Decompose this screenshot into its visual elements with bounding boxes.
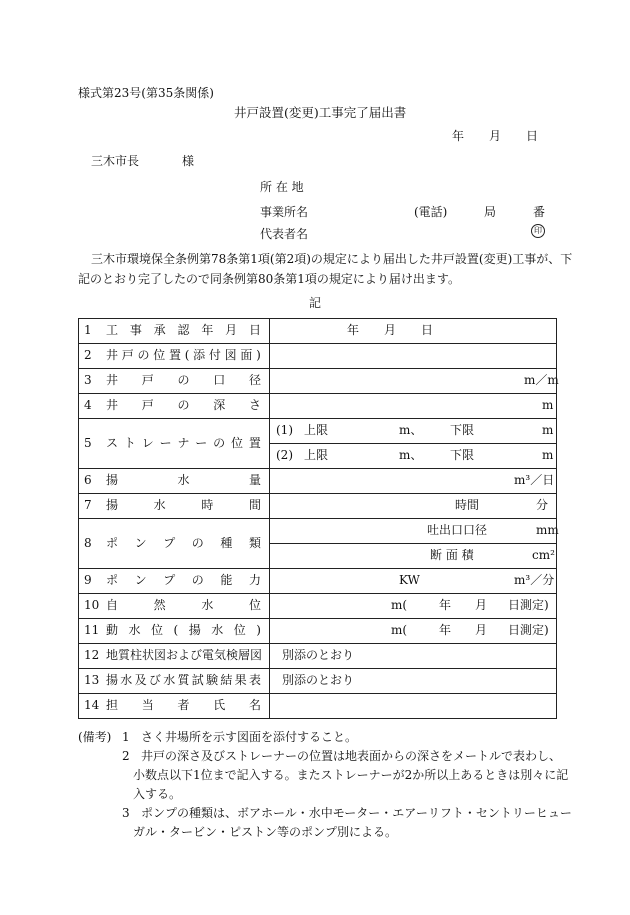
addressee-honorific: 様 [182, 154, 195, 168]
row-number: 10 [84, 598, 100, 612]
row-label: 揚 水 及 び 水 質 試 験 結 果 表 [106, 673, 261, 687]
note-number: 3 [122, 806, 130, 820]
row-label: 井 戸 の 位 置 ( 添 付 図 面 ) [106, 348, 261, 362]
addressee-name: 三木市長 [91, 154, 140, 168]
level-unit: m( [391, 598, 408, 612]
note-number: 1 [122, 730, 130, 744]
body-text-line-1: 三木市環境保全条例第78条第1項(第2項)の規定により届出した井戸設置(変更)工事が、下 [91, 252, 573, 266]
row-label: 井 戸 の 深 さ [106, 398, 261, 412]
unit-label: m³／分 [514, 573, 555, 587]
phone-bureau: 局 [484, 205, 497, 219]
measured-month: 月 [475, 623, 488, 637]
office-label: 事業所名 [260, 205, 309, 219]
hours-label: 時間 [455, 498, 480, 512]
row-label: 担 当 者 氏 名 [106, 698, 261, 712]
strainer-index: (2) [276, 448, 293, 462]
row-label: 自 然 水 位 [106, 598, 261, 612]
attached-value: 別添のとおり [282, 648, 355, 662]
date-month: 月 [489, 129, 502, 143]
row-label: 地質柱状図および電気検層図 [106, 648, 263, 662]
row-number: 11 [84, 623, 100, 637]
row-number: 5 [84, 436, 92, 450]
row-label: ス ト レ ー ナ ー の 位 置 [106, 436, 261, 450]
minutes-label: 分 [536, 498, 549, 512]
date-year: 年 [452, 129, 465, 143]
measured-year: 年 [439, 623, 452, 637]
row-label: 動 水 位 ( 揚 水 位 ) [106, 623, 261, 637]
measured-day: 日測定) [508, 623, 549, 637]
row-label: ポ ン プ の 能 力 [106, 573, 261, 587]
notes-prefix: (備考) [78, 730, 112, 744]
cross-section-label: 断 面 積 [430, 548, 474, 562]
row-number: 13 [84, 673, 100, 687]
note-line: 入する。 [133, 787, 182, 801]
row-label: 揚 水 量 [106, 473, 261, 487]
note-number: 2 [122, 749, 130, 763]
strainer-lower-label: 下限 [450, 423, 475, 437]
row-number: 12 [84, 648, 100, 662]
strainer-unit: m [542, 423, 554, 437]
attached-value: 別添のとおり [282, 673, 355, 687]
row-number: 9 [84, 573, 92, 587]
row-label: 井 戸 の 口 径 [106, 373, 261, 387]
note-line: 小数点以下1位まで記入する。またストレーナーが2か所以上あるときは別々に記 [133, 768, 569, 782]
row-number: 8 [84, 536, 92, 550]
unit-label: m³／日 [514, 473, 555, 487]
row-number: 3 [84, 373, 92, 387]
measured-month: 月 [475, 598, 488, 612]
seal-mark: 印 [531, 224, 545, 238]
strainer-unit: m [542, 448, 554, 462]
row-number: 2 [84, 348, 92, 362]
measured-year: 年 [439, 598, 452, 612]
date-day: 日 [526, 129, 539, 143]
row-label: ポ ン プ の 種 類 [106, 536, 261, 550]
note-line: さく井場所を示す図面を添付すること。 [141, 730, 358, 744]
note-line: ポンプの種類は、ボアホール・水中モーター・エアーリフト・セントリーヒュー [141, 806, 572, 820]
ki-heading: 記 [309, 296, 322, 310]
strainer-unit: m、 [399, 448, 423, 462]
row-number: 7 [84, 498, 92, 512]
form-number: 様式第23号(第35条関係) [78, 86, 214, 100]
row-number: 6 [84, 473, 92, 487]
measured-day: 日測定) [508, 598, 549, 612]
phone-label: (電話) [414, 205, 448, 219]
level-unit: m( [391, 623, 408, 637]
phone-number: 番 [533, 205, 546, 219]
row-number: 14 [84, 698, 100, 712]
outlet-diameter-label: 吐出口口径 [427, 523, 488, 537]
unit-label: m／m [524, 373, 559, 387]
strainer-lower-label: 下限 [450, 448, 475, 462]
row-number: 4 [84, 398, 92, 412]
cross-section-unit: cm² [532, 548, 555, 562]
approval-month: 月 [384, 323, 397, 337]
row-label: 揚 水 時 間 [106, 498, 261, 512]
kw-label: KW [399, 573, 420, 587]
strainer-upper-label: 上限 [304, 448, 329, 462]
document-title: 井戸設置(変更)工事完了届出書 [234, 105, 407, 120]
row-number: 1 [84, 323, 92, 337]
row-label: 工 事 承 認 年 月 日 [106, 323, 261, 337]
outlet-unit: mm [536, 523, 559, 537]
unit-label: m [542, 398, 554, 412]
strainer-unit: m、 [399, 423, 423, 437]
approval-year: 年 [347, 323, 360, 337]
note-line: ガル・タービン・ピストン等のポンプ別による。 [133, 825, 398, 839]
address-label: 所 在 地 [260, 180, 304, 194]
note-line: 井戸の深さ及びストレーナーの位置は地表面からの深さをメートルで表わし、 [141, 749, 562, 763]
completion-table [78, 318, 557, 719]
strainer-upper-label: 上限 [304, 423, 329, 437]
representative-label: 代表者名 [260, 227, 309, 241]
strainer-index: (1) [276, 423, 293, 437]
approval-day: 日 [421, 323, 434, 337]
body-text-line-2: 記のとおり完了したので同条例第80条第1項の規定により届け出ます。 [78, 272, 460, 286]
